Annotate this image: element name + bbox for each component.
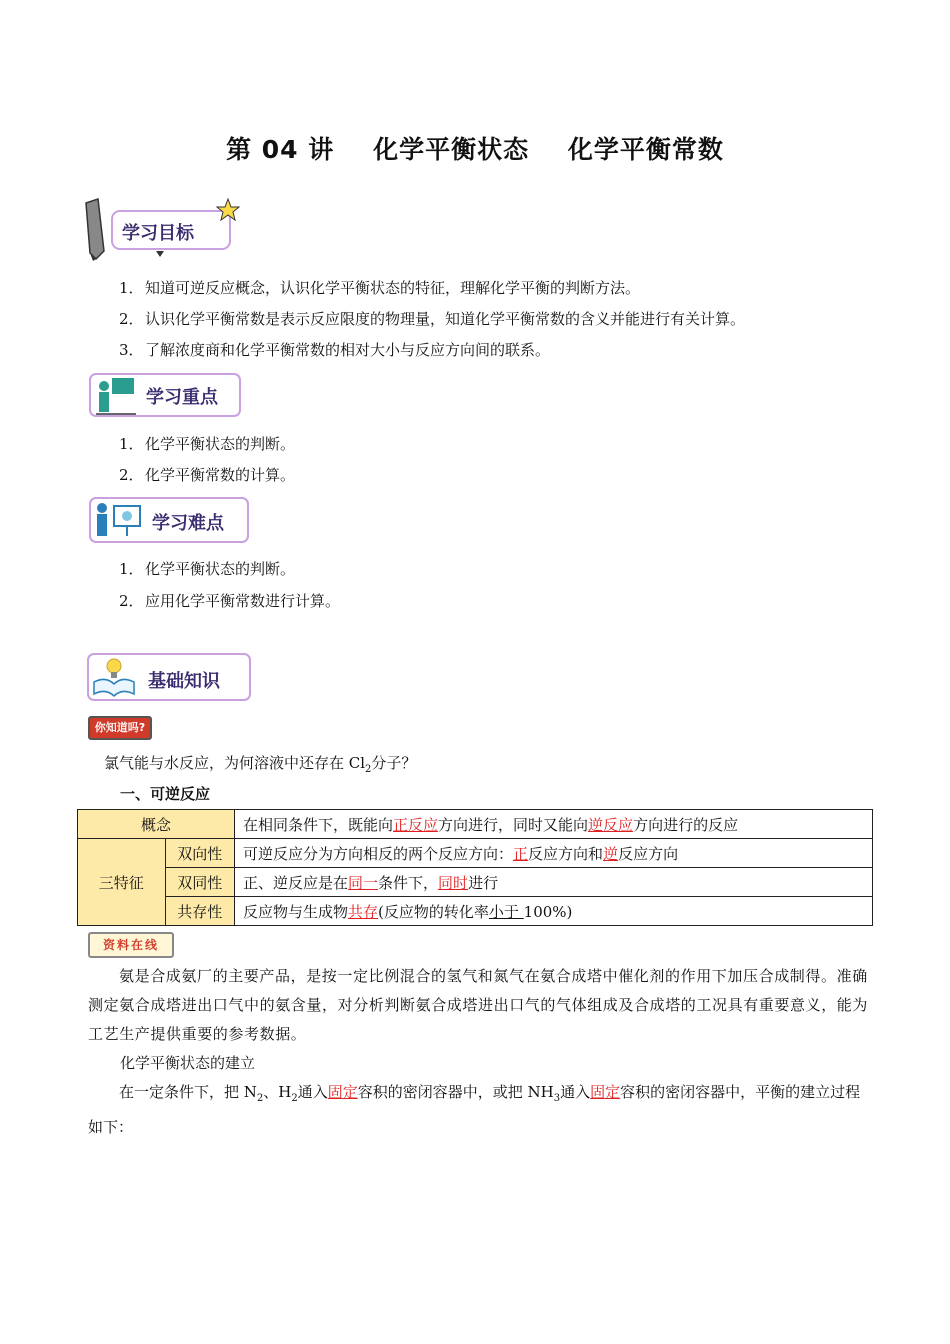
key-item: 1．化学平衡状态的判断。 [119,435,296,453]
establishment-paragraph: 在一定条件下，把 $N_2$、$H_2$通入固定容积的密闭容器中，或把 $NH_3$通入固定容积的密闭容器中，平衡的建立过程如下： [88,1083,861,1136]
table-cell: 共存性 [165,897,234,926]
table-cell: 概念 [78,810,235,839]
basics-badge [86,652,252,702]
resource-tag: 资料在线 [88,932,174,958]
table-row [78,868,873,897]
difficult-item: 1．化学平衡状态的判断。 [119,560,296,578]
section-heading: 一、可逆反应 [120,785,211,803]
difficult-item: 2．应用化学平衡常数进行计算。 [119,592,341,610]
difficult-points-badge-label: 学习难点 [152,513,224,534]
table-row [78,810,873,839]
table-cell: 双同性 [165,868,234,897]
did-you-know-tag: 你知道吗? [88,716,152,740]
subheading: 化学平衡状态的建立 [120,1054,256,1072]
key-item: 2．化学平衡常数的计算。 [119,466,296,484]
table-cell: 三特征 [78,839,166,926]
table-cell: 在相同条件下，既能向正反应方向进行，同时又能向逆反应方向进行的反应 [235,810,873,839]
goals-badge [82,195,242,261]
basics-badge-label: 基础知识 [148,671,220,692]
table-cell: 双向性 [165,839,234,868]
table-cell: 正、逆反应是在同一条件下，同时进行 [235,868,873,897]
table-row [78,897,873,926]
did-you-know-question: 氯气能与水反应，为何溶液中还存在 $Cl_2$分子？ [104,754,417,775]
goal-item: 3．了解浓度商和化学平衡常数的相对大小与反应方向间的联系。 [119,341,551,359]
key-points-badge [88,372,242,418]
page-title: 第 04 讲 化学平衡状态 化学平衡常数 [226,135,724,164]
difficult-points-badge [88,496,250,544]
goal-item: 2．认识化学平衡常数是表示反应限度的物理量，知道化学平衡常数的含义并能进行有关计算。 [119,310,746,328]
table-row [78,839,873,868]
resource-paragraph: 氨是合成氨厂的主要产品，是按一定比例混合的氢气和氮气在氨合成塔中催化剂的作用下加压合成制得。准确测定氨合成塔进出口气中的氨含量，对分析判断氨合成塔进出口气的气体组成及合成塔的工况具有重要意义，能为工艺生产提供重要的参考数据。 [88,967,869,1043]
goals-badge-label: 学习目标 [122,223,194,244]
goal-item: 1．知道可逆反应概念，认识化学平衡状态的特征，理解化学平衡的判断方法。 [119,279,641,297]
table-cell: 可逆反应分为方向相反的两个反应方向：正反应方向和逆反应方向 [235,839,873,868]
table-cell: 反应物与生成物共存(反应物的转化率小于 100%) [235,897,873,926]
reversible-reaction-table [77,809,873,926]
key-points-badge-label: 学习重点 [146,387,218,408]
